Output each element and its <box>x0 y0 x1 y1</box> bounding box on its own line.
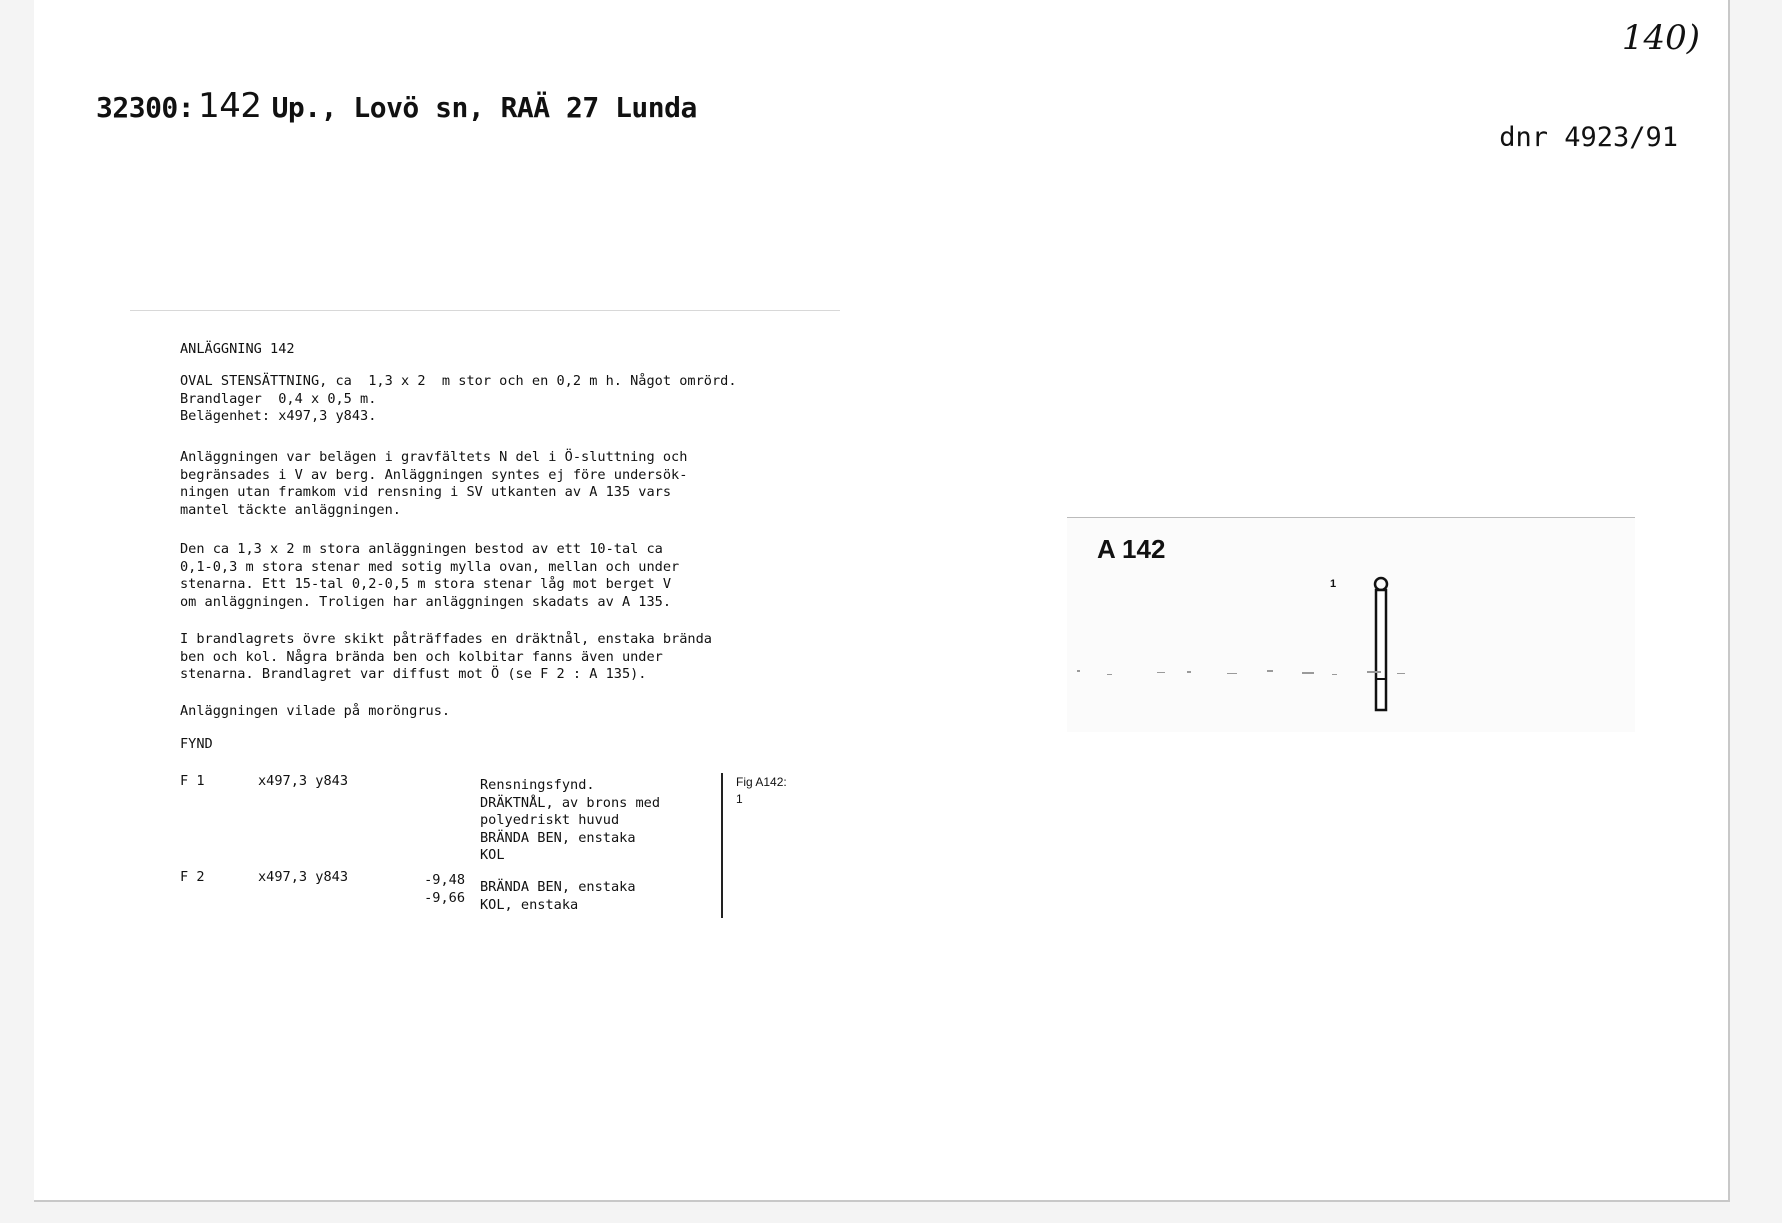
column-divider <box>721 773 723 918</box>
finds-heading: FYND <box>180 736 213 752</box>
figure-label: A 142 <box>1097 534 1166 564</box>
scan-noise-texture <box>1067 658 1467 688</box>
report-paragraph-finds: I brandlagrets övre skikt påträffades en dräktnål, enstaka brända ben och kol. Några brända ben och kolbitar fanns även under stenarna. Brandlagret var diffust mot Ö (se F 2 : A 135). <box>180 631 712 682</box>
catalog-number-prefix: 32300: <box>96 91 195 124</box>
find-id: F 2 <box>180 869 205 885</box>
report-paragraph-subsoil: Anläggningen vilade på moröngrus. <box>180 703 451 719</box>
site-location: Up., Lovö sn, RAÄ 27 Lunda <box>271 91 697 124</box>
find-row <box>180 773 820 873</box>
card-heading <box>96 86 697 126</box>
find-row <box>180 869 820 969</box>
find-description: Rensningsfynd. DRÄKTNÅL, av brons med polyedriskt huvud BRÄNDA BEN, enstaka KOL <box>480 777 661 863</box>
excavation-report <box>130 310 840 951</box>
registration-number: dnr 4923/91 <box>1499 122 1678 153</box>
figure-item-number: 1 <box>1330 578 1337 590</box>
report-paragraph-construction: Den ca 1,3 x 2 m stora anläggningen bestod av ett 10-tal ca 0,1-0,3 m stora stenar med sotig mylla ovan, mellan och under stenarna. Ett 15-tal 0,2-0,5 m stora stenar låg mot berget V om anläggningen. Troligen har anläggningen skadats av A 135. <box>180 541 680 610</box>
report-title: ANLÄGGNING 142 <box>180 341 295 357</box>
report-paragraph-description: OVAL STENSÄTTNING, ca 1,3 x 2 m stor och en 0,2 m h. Något omrörd. Brandlager 0,4 x 0,5 m. Belägenhet: x497,3 y843. <box>180 373 737 424</box>
find-description: BRÄNDA BEN, enstaka KOL, enstaka <box>480 879 636 913</box>
handwritten-feature-number: 142 <box>198 86 262 126</box>
find-coordinates: x497,3 y843 <box>258 869 349 885</box>
dress-pin-icon <box>1367 576 1395 716</box>
find-id: F 1 <box>180 773 205 789</box>
find-illustration <box>1067 517 1635 732</box>
find-coordinates: x497,3 y843 <box>258 773 349 789</box>
figure-reference: Fig A142: 1 <box>736 775 787 806</box>
corner-page-number: 140) <box>1621 18 1700 58</box>
report-paragraph-location: Anläggningen var belägen i gravfältets N del i Ö-sluttning och begränsades i V av berg. Anläggningen syntes ej före undersök- ningen utan framkom vid rensning i SV utkanten av A 135 vars mantel täckte anläggningen. <box>180 449 688 518</box>
find-depth: -9,48 -9,66 <box>424 872 465 906</box>
